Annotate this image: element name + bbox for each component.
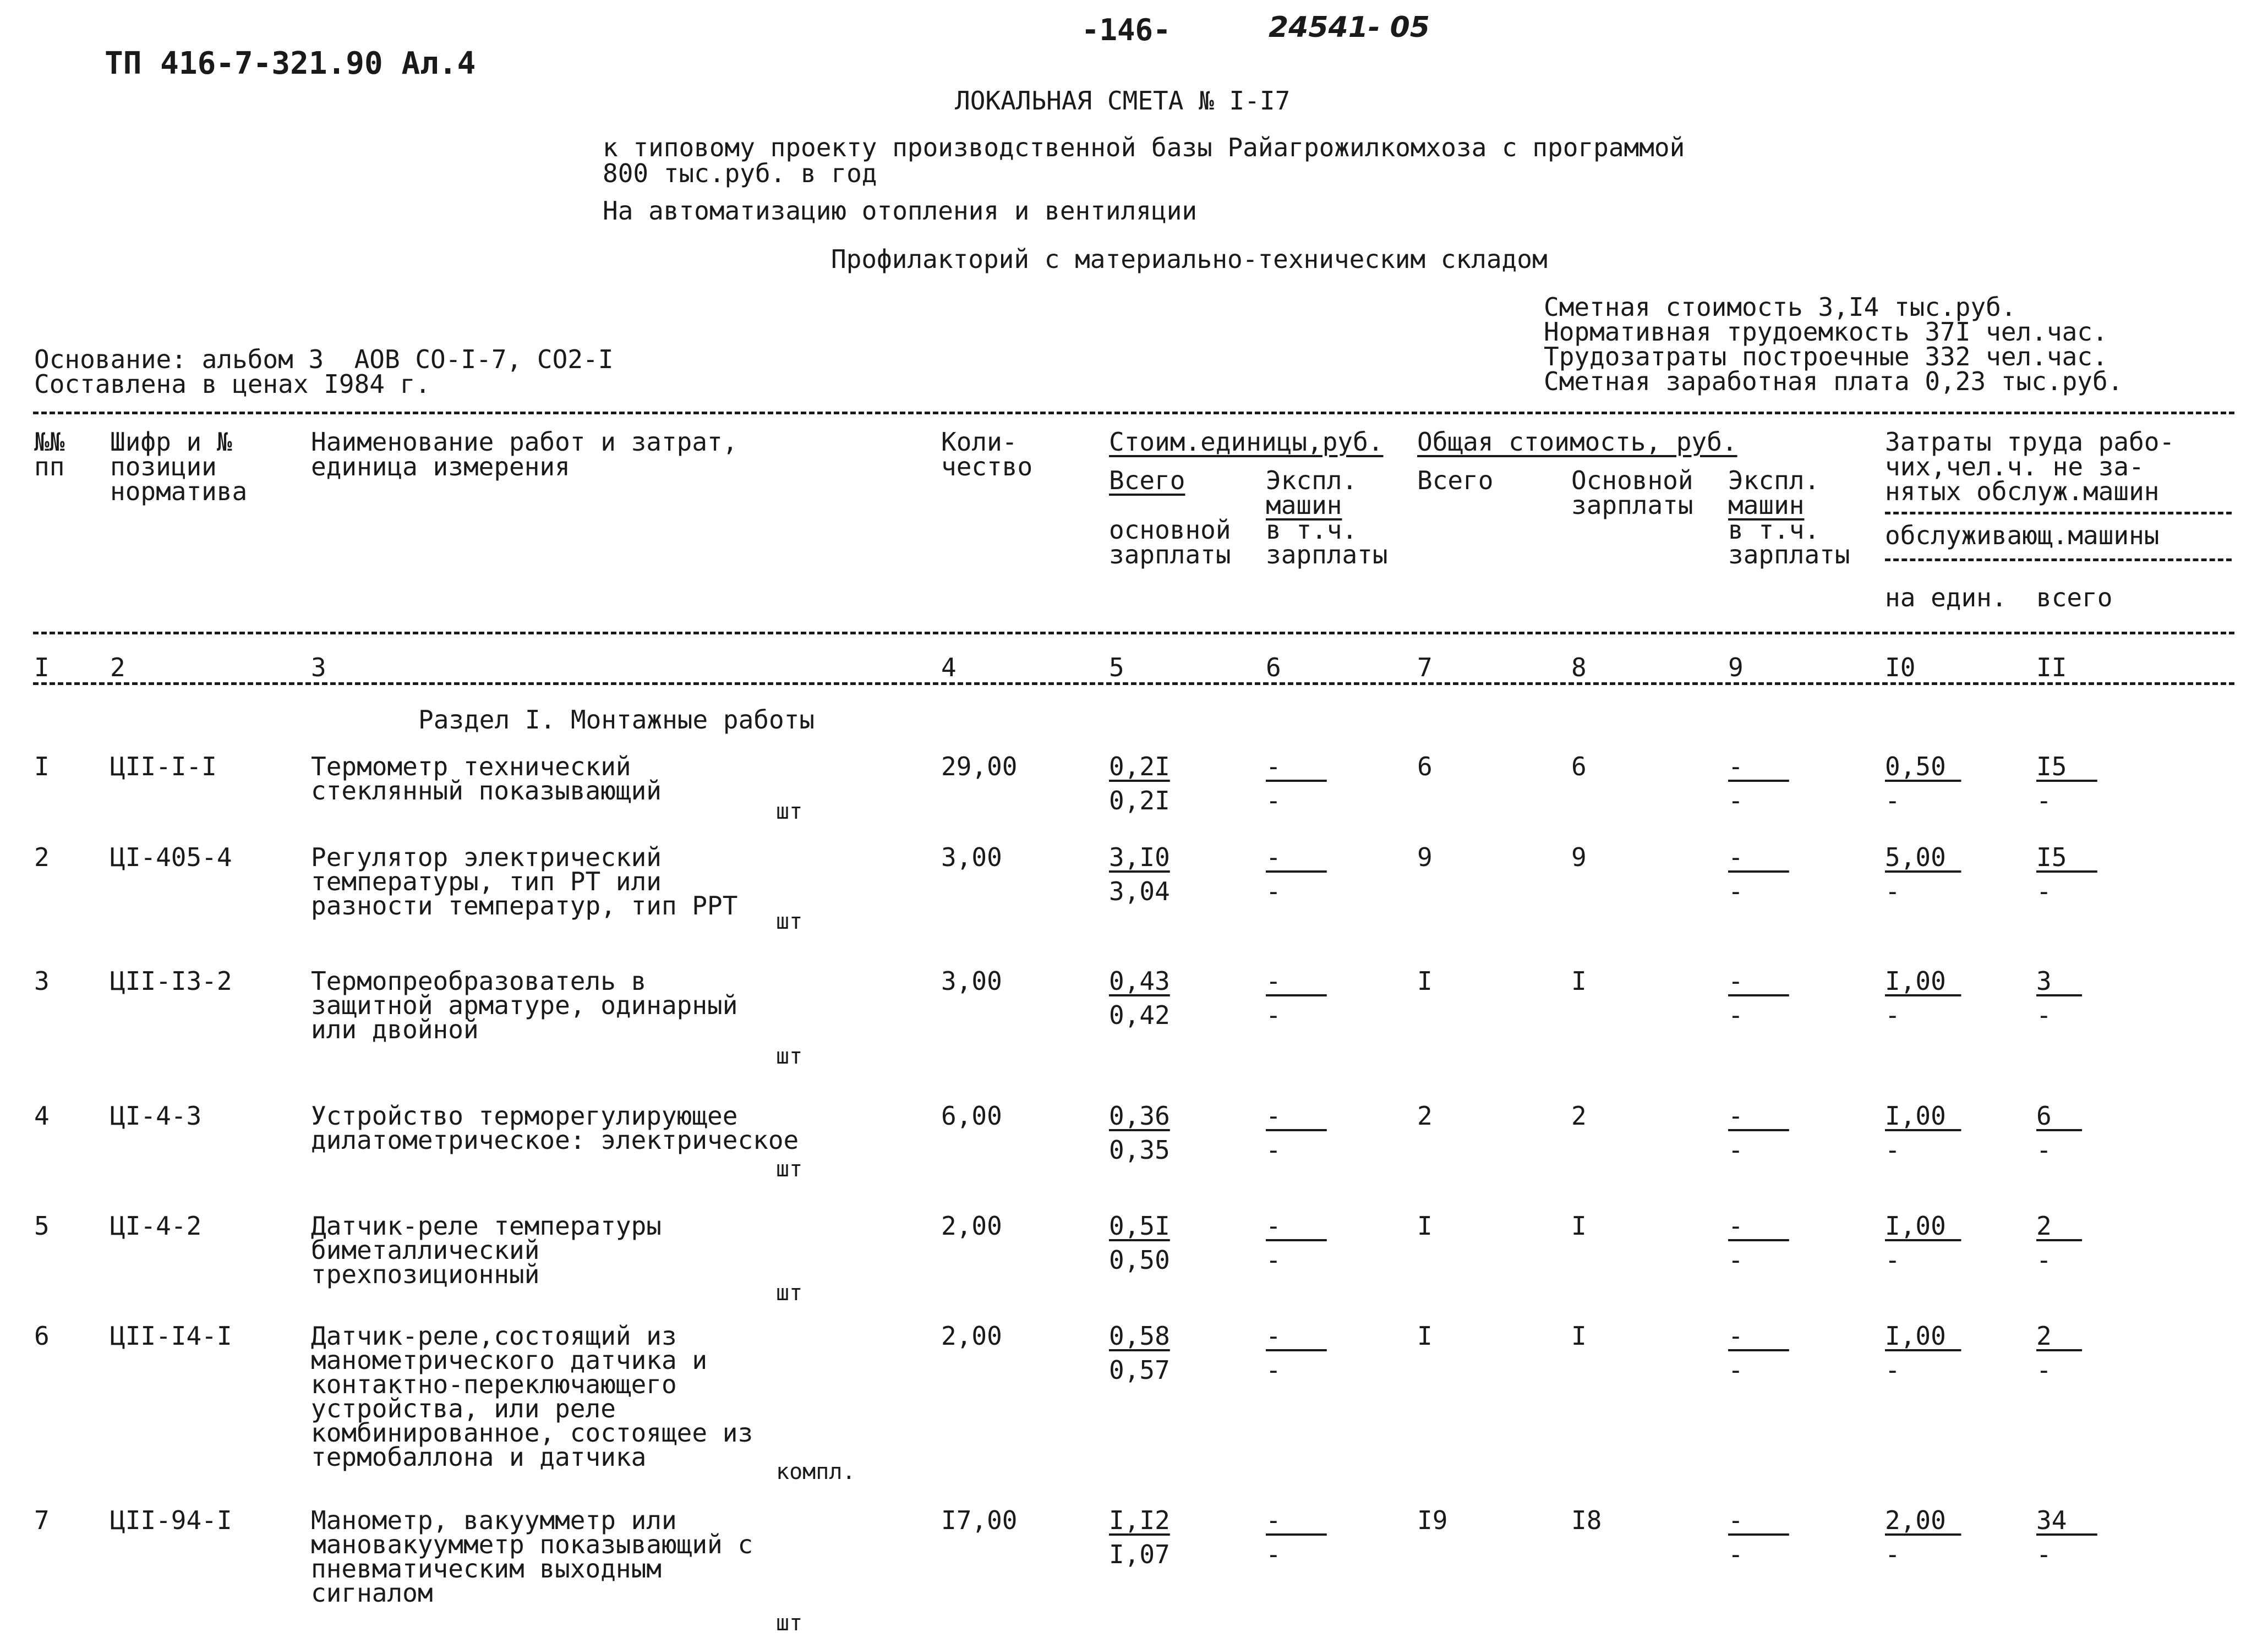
col6-header-a: Экспл. xyxy=(1266,465,1358,495)
serving-rule xyxy=(1885,558,2232,561)
total-wage: I xyxy=(1571,1321,1587,1351)
work-name-line: манометрического датчика и xyxy=(311,1345,708,1375)
serving-machines-header: обслуживающ.машины xyxy=(1885,521,2160,550)
quantity: 29,00 xyxy=(941,752,1018,781)
col6-header-c: в т.ч. xyxy=(1266,515,1358,545)
row-number: 3 xyxy=(34,966,50,996)
total-machine-cost: - xyxy=(1728,966,1789,996)
unit-cost-wage: 0,50 xyxy=(1109,1245,1170,1275)
unit-machine-wage: - xyxy=(1266,1245,1281,1275)
labor-total-machine: - xyxy=(2036,1540,2052,1569)
labor-header-rule xyxy=(1885,512,2232,514)
total-machine-wage: - xyxy=(1728,1135,1744,1165)
rule-header-bottom xyxy=(33,632,2234,634)
work-name-line: пневматическим выходным xyxy=(311,1554,662,1584)
summary-wages: Сметная заработная плата 0,23 тыс.руб. xyxy=(1544,366,2123,396)
row-number: 5 xyxy=(34,1211,50,1241)
quantity: 2,00 xyxy=(941,1321,1002,1351)
page-number: -146- xyxy=(1081,13,1171,47)
unit-cost-total: I,I2 xyxy=(1109,1505,1170,1535)
total-machine-cost: - xyxy=(1728,1101,1789,1131)
col-number: I xyxy=(34,653,50,682)
col7-header-a: Всего xyxy=(1417,465,1494,495)
col4-header-a: Коли- xyxy=(941,427,1018,457)
col5-header-b: основной xyxy=(1109,515,1231,545)
unit-machine-wage: - xyxy=(1266,1540,1281,1569)
unit-cost-wage: 0,35 xyxy=(1109,1135,1170,1165)
row-number: I xyxy=(34,752,50,781)
norm-code: ЦI-4-3 xyxy=(110,1101,202,1131)
labor-total: 6 xyxy=(2036,1101,2083,1131)
col8-header-b: зарплаты xyxy=(1571,490,1693,520)
total-machine-cost: - xyxy=(1728,1505,1789,1535)
col3-header-b: единица измерения xyxy=(311,452,570,481)
total-cost-header: Общая стоимость, руб. xyxy=(1417,427,1737,457)
unit-machine-wage: - xyxy=(1266,876,1281,906)
col1-header-a: №№ xyxy=(34,427,65,457)
col-number: 6 xyxy=(1266,653,1281,682)
total-machine-wage: - xyxy=(1728,1000,1744,1030)
total-wage: 9 xyxy=(1571,842,1587,872)
rule-numbers xyxy=(33,682,2234,685)
unit-machine-cost: - xyxy=(1266,1505,1327,1535)
subtitle-line-1: к типовому проекту производственной базы Райагрожилкомхоза с программой xyxy=(603,133,1685,162)
col-number: 7 xyxy=(1417,653,1433,682)
quantity: 3,00 xyxy=(941,966,1002,996)
labor-per-unit: I,00 xyxy=(1885,1211,1961,1241)
unit-machine-cost: - xyxy=(1266,1321,1327,1351)
labor-total: I5 xyxy=(2036,842,2097,872)
unit-cost-total: 0,36 xyxy=(1109,1101,1170,1131)
work-name-line: Термометр технический xyxy=(311,752,631,781)
labor-total-header: всего xyxy=(2036,583,2113,612)
col8-header-a: Основной xyxy=(1571,465,1693,495)
unit-of-measure: шт xyxy=(776,799,803,824)
work-name-line: разности температур, тип РРТ xyxy=(311,891,738,921)
labor-per-unit: 2,00 xyxy=(1885,1505,1961,1535)
col9-header-d: зарплаты xyxy=(1728,540,1850,569)
total-machine-cost: - xyxy=(1728,752,1789,781)
labor-per-unit-machine: - xyxy=(1885,1355,1900,1385)
total-cost: I9 xyxy=(1417,1505,1448,1535)
quantity: 6,00 xyxy=(941,1101,1002,1131)
norm-code: ЦII-I-I xyxy=(110,752,217,781)
work-name-line: или двойной xyxy=(311,1015,479,1044)
total-cost: 2 xyxy=(1417,1101,1433,1131)
unit-of-measure: шт xyxy=(776,909,803,934)
total-cost: I xyxy=(1417,1211,1433,1241)
col4-header-b: чество xyxy=(941,452,1033,481)
col9-header-b: машин xyxy=(1728,490,1805,520)
labor-total-machine: - xyxy=(2036,1245,2052,1275)
labor-total: I5 xyxy=(2036,752,2097,781)
labor-total-machine: - xyxy=(2036,1135,2052,1165)
labor-per-unit-machine: - xyxy=(1885,1540,1900,1569)
col-number: 8 xyxy=(1571,653,1587,682)
labor-total: 2 xyxy=(2036,1211,2083,1241)
unit-of-measure: компл. xyxy=(776,1459,856,1484)
object-name: Профилакторий с материально-техническим складом xyxy=(831,244,1548,274)
work-name-line: контактно-переключающего xyxy=(311,1369,677,1399)
unit-of-measure: шт xyxy=(776,1157,803,1182)
col2-header-a: Шифр и № xyxy=(110,427,232,457)
total-machine-wage: - xyxy=(1728,1245,1744,1275)
unit-cost-wage: 0,57 xyxy=(1109,1355,1170,1385)
labor-per-unit: 5,00 xyxy=(1885,842,1961,872)
work-name-line: биметаллический xyxy=(311,1235,540,1265)
col-number: 3 xyxy=(311,653,326,682)
labor-header-c: нятых обслуж.машин xyxy=(1885,476,2160,506)
unit-machine-wage: - xyxy=(1266,786,1281,815)
unit-machine-wage: - xyxy=(1266,1000,1281,1030)
col-number: 5 xyxy=(1109,653,1124,682)
unit-cost-header: Стоим.единицы,руб. xyxy=(1109,427,1384,457)
summary-labor: Нормативная трудоемкость 37I чел.час. xyxy=(1544,317,2108,347)
unit-machine-cost: - xyxy=(1266,966,1327,996)
summary-labor-site: Трудозатраты построечные 332 чел.час. xyxy=(1544,342,2108,371)
total-cost: 9 xyxy=(1417,842,1433,872)
work-name-line: дилатометрическое: электрическое xyxy=(311,1125,799,1155)
work-name-line: Датчик-реле температуры xyxy=(311,1211,662,1241)
col-number: 2 xyxy=(110,653,125,682)
section-title: Раздел I. Монтажные работы xyxy=(418,705,815,735)
labor-per-unit: I,00 xyxy=(1885,966,1961,996)
unit-machine-wage: - xyxy=(1266,1135,1281,1165)
unit-cost-total: 0,58 xyxy=(1109,1321,1170,1351)
total-wage: I8 xyxy=(1571,1505,1602,1535)
col6-header-b: машин xyxy=(1266,490,1342,520)
labor-per-unit-machine: - xyxy=(1885,1245,1900,1275)
work-name-line: сигналом xyxy=(311,1578,433,1608)
work-name-line: термобаллона и датчика xyxy=(311,1442,647,1472)
unit-machine-wage: - xyxy=(1266,1355,1281,1385)
quantity: 3,00 xyxy=(941,842,1002,872)
work-name-line: Манометр, вакуумметр или xyxy=(311,1505,677,1535)
total-machine-wage: - xyxy=(1728,1540,1744,1569)
total-machine-wage: - xyxy=(1728,1355,1744,1385)
unit-of-measure: шт xyxy=(776,1610,803,1636)
basis-line-1: Основание: альбом 3 АОВ СО-I-7, СО2-I xyxy=(34,344,614,374)
row-number: 6 xyxy=(34,1321,50,1351)
unit-machine-cost: - xyxy=(1266,752,1327,781)
labor-per-unit: 0,50 xyxy=(1885,752,1961,781)
labor-per-unit: I,00 xyxy=(1885,1101,1961,1131)
unit-of-measure: шт xyxy=(776,1044,803,1069)
work-name-line: Термопреобразователь в xyxy=(311,966,647,996)
total-machine-cost: - xyxy=(1728,842,1789,872)
labor-total: 3 xyxy=(2036,966,2083,996)
quantity: 2,00 xyxy=(941,1211,1002,1241)
work-name-line: температуры, тип РТ или xyxy=(311,867,662,896)
document-title: ЛОКАЛЬНАЯ СМЕТА № I-I7 xyxy=(955,86,1291,116)
labor-header-a: Затраты труда рабо- xyxy=(1885,427,2175,457)
unit-machine-cost: - xyxy=(1266,1101,1327,1131)
col6-header-d: зарплаты xyxy=(1266,540,1388,569)
labor-total-machine: - xyxy=(2036,876,2052,906)
total-cost: I xyxy=(1417,1321,1433,1351)
total-machine-cost: - xyxy=(1728,1321,1789,1351)
work-name-line: Регулятор электрический xyxy=(311,842,662,872)
norm-code: ЦII-I3-2 xyxy=(110,966,232,996)
basis-line-2: Составлена в ценах I984 г. xyxy=(34,369,431,399)
col-number: 4 xyxy=(941,653,957,682)
col-number: II xyxy=(2036,653,2067,682)
norm-code: ЦI-4-2 xyxy=(110,1211,202,1241)
labor-per-unit-machine: - xyxy=(1885,876,1900,906)
summary-cost: Сметная стоимость 3,I4 тыс.руб. xyxy=(1544,292,2016,322)
archive-number: 24541- 05 xyxy=(1269,11,1430,44)
col5-header-c: зарплаты xyxy=(1109,540,1231,569)
unit-cost-total: 3,I0 xyxy=(1109,842,1170,872)
per-unit-header: на един. xyxy=(1885,583,2007,612)
unit-cost-wage: 0,42 xyxy=(1109,1000,1170,1030)
rule-top xyxy=(33,412,2234,414)
work-name-line: Датчик-реле,состоящий из xyxy=(311,1321,677,1351)
total-wage: I xyxy=(1571,1211,1587,1241)
row-number: 2 xyxy=(34,842,50,872)
row-number: 7 xyxy=(34,1505,50,1535)
col1-header-b: пп xyxy=(34,452,65,481)
unit-of-measure: шт xyxy=(776,1280,803,1306)
total-cost: I xyxy=(1417,966,1433,996)
col2-header-b: позиции xyxy=(110,452,217,481)
work-name-line: защитной арматуре, одинарный xyxy=(311,990,738,1020)
total-machine-wage: - xyxy=(1728,786,1744,815)
unit-cost-wage: 0,2I xyxy=(1109,786,1170,815)
unit-cost-wage: 3,04 xyxy=(1109,876,1170,906)
labor-per-unit-machine: - xyxy=(1885,1135,1900,1165)
total-wage: I xyxy=(1571,966,1587,996)
col-number: I0 xyxy=(1885,653,1916,682)
unit-cost-total: 0,5I xyxy=(1109,1211,1170,1241)
unit-cost-total: 0,43 xyxy=(1109,966,1170,996)
unit-machine-cost: - xyxy=(1266,842,1327,872)
total-cost: 6 xyxy=(1417,752,1433,781)
col9-header-a: Экспл. xyxy=(1728,465,1820,495)
col2-header-c: норматива xyxy=(110,476,248,506)
total-machine-cost: - xyxy=(1728,1211,1789,1241)
row-number: 4 xyxy=(34,1101,50,1131)
total-machine-wage: - xyxy=(1728,876,1744,906)
work-name-line: мановакуумметр показывающий с xyxy=(311,1530,753,1559)
labor-header-b: чих,чел.ч. не за- xyxy=(1885,452,2144,481)
norm-code: ЦI-405-4 xyxy=(110,842,232,872)
labor-total-machine: - xyxy=(2036,1000,2052,1030)
labor-total-machine: - xyxy=(2036,1355,2052,1385)
labor-total: 2 xyxy=(2036,1321,2083,1351)
col3-header-a: Наименование работ и затрат, xyxy=(311,427,738,457)
work-name-line: устройства, или реле xyxy=(311,1394,616,1423)
norm-code: ЦII-I4-I xyxy=(110,1321,232,1351)
labor-per-unit-machine: - xyxy=(1885,786,1900,815)
labor-per-unit-machine: - xyxy=(1885,1000,1900,1030)
quantity: I7,00 xyxy=(941,1505,1018,1535)
labor-total: 34 xyxy=(2036,1505,2097,1535)
norm-code: ЦII-94-I xyxy=(110,1505,232,1535)
unit-machine-cost: - xyxy=(1266,1211,1327,1241)
work-name-line: комбинированное, состоящее из xyxy=(311,1418,753,1448)
doc-code: ТП 416-7-321.90 Ал.4 xyxy=(105,46,476,81)
work-name-line: трехпозиционный xyxy=(311,1259,540,1289)
col9-header-c: в т.ч. xyxy=(1728,515,1820,545)
subtitle-line-2: 800 тыс.руб. в год xyxy=(603,158,877,188)
col5-header-a: Всего xyxy=(1109,465,1185,495)
total-wage: 6 xyxy=(1571,752,1587,781)
col-number: 9 xyxy=(1728,653,1744,682)
purpose: На автоматизацию отопления и вентиляции xyxy=(603,196,1198,226)
unit-cost-wage: I,07 xyxy=(1109,1540,1170,1569)
work-name-line: стеклянный показывающий xyxy=(311,776,662,806)
labor-total-machine: - xyxy=(2036,786,2052,815)
work-name-line: Устройство терморегулирующее xyxy=(311,1101,738,1131)
unit-cost-total: 0,2I xyxy=(1109,752,1170,781)
labor-per-unit: I,00 xyxy=(1885,1321,1961,1351)
total-wage: 2 xyxy=(1571,1101,1587,1131)
